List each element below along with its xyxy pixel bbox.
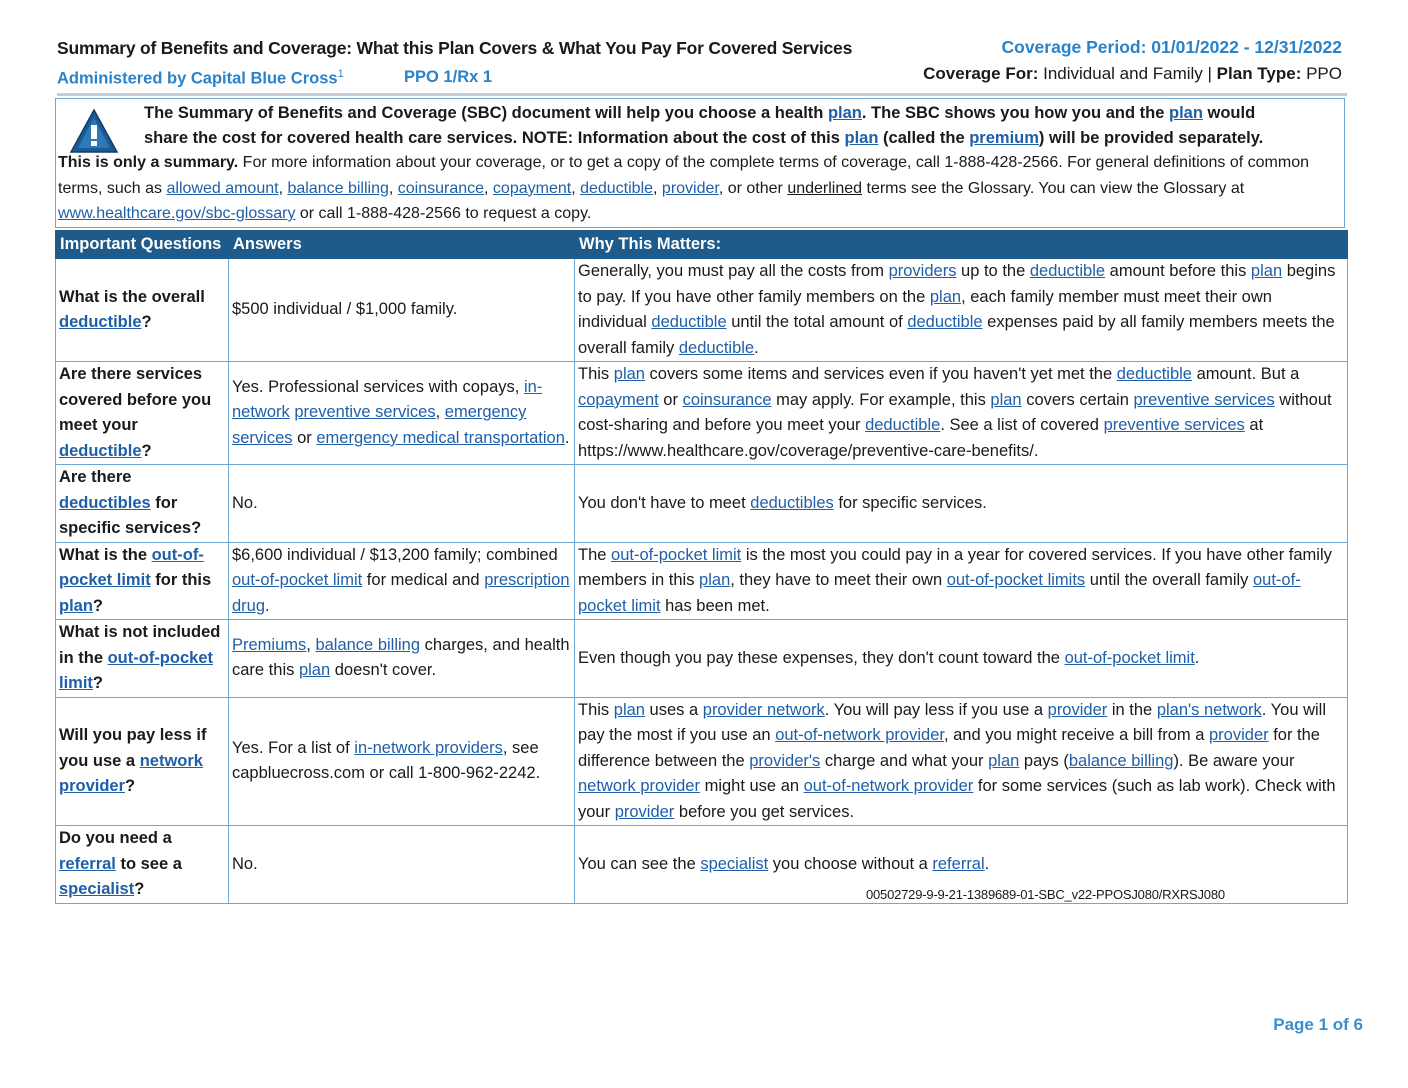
question-cell bbox=[56, 362, 229, 465]
referral-link[interactable]: referral bbox=[932, 854, 985, 873]
plan-link[interactable]: plan bbox=[298, 661, 331, 680]
balance-billing-link[interactable]: balance billing bbox=[287, 179, 389, 197]
separator: , bbox=[653, 179, 662, 197]
allowed-amount-link[interactable]: allowed amount bbox=[166, 179, 279, 197]
why-text: This bbox=[578, 700, 614, 719]
why-text: might use an bbox=[699, 777, 804, 795]
emergency-services-link[interactable]: emergency services bbox=[232, 403, 527, 447]
glossary-link[interactable]: www.healthcare.gov/sbc-glossary bbox=[58, 205, 296, 222]
question-cell bbox=[56, 542, 229, 620]
out-of-network-provider-link[interactable]: out-of-network provider bbox=[775, 726, 944, 744]
page-number: Page 1 of 6 bbox=[1273, 1015, 1363, 1034]
why-text: or bbox=[658, 390, 683, 409]
plan-link[interactable]: plan bbox=[929, 287, 962, 306]
question-cell bbox=[56, 465, 229, 543]
why-text: amount before this bbox=[1105, 262, 1251, 280]
deductible-link[interactable]: deductible bbox=[678, 338, 755, 357]
plans-network-link[interactable]: plan's network bbox=[1156, 700, 1262, 719]
referral-link[interactable]: referral bbox=[59, 854, 116, 873]
plan-link[interactable]: plan bbox=[613, 700, 645, 719]
copayment-link[interactable]: copayment bbox=[492, 179, 572, 197]
provider-link[interactable]: provider bbox=[614, 802, 675, 821]
out-of-pocket-limit-link[interactable]: out-of-pocket limit bbox=[232, 571, 363, 589]
why-text: up to the bbox=[956, 262, 1030, 280]
preventive-services-link[interactable]: preventive services bbox=[1133, 390, 1275, 409]
question-text: ? bbox=[141, 313, 152, 331]
answer-text: . bbox=[265, 596, 270, 615]
why-text: The bbox=[578, 545, 612, 564]
out-of-pocket-limits-link[interactable]: out-of-pocket limits bbox=[946, 571, 1086, 589]
providers-link[interactable]: providers bbox=[888, 262, 957, 280]
why-cell bbox=[575, 259, 1348, 362]
premiums-link[interactable]: Premiums bbox=[232, 635, 307, 654]
specialist-link[interactable]: specialist bbox=[700, 854, 769, 873]
answer-text: , bbox=[435, 403, 445, 422]
answer-cell bbox=[229, 542, 575, 620]
question-cell bbox=[56, 697, 229, 826]
deductibles-link[interactable]: deductibles bbox=[59, 493, 151, 512]
question-text: to see a bbox=[115, 854, 182, 873]
deductible-link[interactable]: deductible bbox=[651, 313, 727, 331]
question-cell bbox=[56, 259, 229, 362]
question-text: for specific services? bbox=[59, 493, 202, 537]
why-text: you choose without a bbox=[768, 854, 933, 873]
deductibles-link[interactable]: deductibles bbox=[750, 493, 834, 512]
preventive-services-link[interactable]: preventive services bbox=[1103, 416, 1245, 434]
answer-cell bbox=[229, 697, 575, 826]
document-id: 00502729-9-9-21-1389689-01-SBC_v22-PPOSJ080/RXRSJ080 bbox=[866, 887, 1225, 902]
why-text: before you get services. bbox=[674, 802, 855, 821]
plan-link[interactable]: plan bbox=[990, 390, 1022, 409]
why-text: for specific services. bbox=[833, 493, 987, 512]
why-text: , and you might receive a bill from a bbox=[943, 726, 1209, 744]
coverage-for bbox=[923, 64, 1342, 84]
administered-by bbox=[57, 68, 344, 89]
why-text: . You will pay less if you use a bbox=[824, 700, 1048, 719]
out-of-pocket-limit-link[interactable]: out-of-pocket limit bbox=[1064, 648, 1195, 667]
plan-link[interactable]: plan bbox=[59, 596, 93, 615]
deductible-link[interactable]: deductible bbox=[865, 416, 941, 434]
notice-text: or call 1-888-428-2566 to request a copy. bbox=[295, 205, 592, 222]
question-text: ? bbox=[92, 596, 104, 615]
separator: , bbox=[388, 179, 398, 197]
answer-cell bbox=[229, 620, 575, 698]
plan-link[interactable]: plan bbox=[1168, 104, 1203, 122]
table-row bbox=[56, 362, 1348, 465]
answer-cell: No. bbox=[229, 826, 575, 904]
plan-link[interactable]: plan bbox=[1250, 262, 1283, 280]
deductible-link[interactable]: deductible bbox=[907, 313, 983, 331]
answer-text: Yes. Professional services with copays, bbox=[232, 377, 524, 396]
out-of-network-provider-link[interactable]: out-of-network provider bbox=[803, 777, 974, 795]
why-text: You don't have to meet bbox=[578, 493, 751, 512]
table-row bbox=[56, 542, 1348, 620]
notice-text: (called the bbox=[878, 129, 970, 147]
why-text: Generally, you must pay all the costs from bbox=[578, 262, 889, 280]
network-provider-link[interactable]: network provider bbox=[578, 777, 700, 795]
separator: , bbox=[571, 179, 581, 197]
document-title: Summary of Benefits and Coverage: What this Plan Covers & What You Pay For Covered Services bbox=[57, 38, 853, 58]
why-text: . bbox=[1194, 648, 1200, 667]
notice-text: would bbox=[1202, 104, 1256, 122]
why-text: charge and what your bbox=[820, 751, 989, 770]
why-text: . See a list of covered bbox=[940, 416, 1104, 434]
plan-name: PPO 1/Rx 1 bbox=[404, 68, 493, 86]
why-text: without cost-sharing and before you meet your bbox=[578, 390, 1332, 434]
answer-cell: No. bbox=[229, 465, 575, 543]
question-text: What is not included in the bbox=[59, 623, 221, 667]
provider-link[interactable]: provider bbox=[1047, 700, 1108, 719]
header-divider bbox=[57, 93, 1347, 96]
why-cell bbox=[575, 697, 1348, 826]
footnote-marker: 1 bbox=[337, 68, 344, 80]
summary-lead: This is only a summary. bbox=[58, 154, 239, 171]
balance-billing-link[interactable]: balance billing bbox=[315, 635, 421, 654]
sbc-notice-box bbox=[55, 98, 1345, 228]
provider-network-link[interactable]: provider network bbox=[702, 700, 825, 719]
question-text: ? bbox=[92, 674, 104, 692]
why-text: uses a bbox=[644, 700, 703, 719]
in-network-providers-link[interactable]: in-network providers bbox=[354, 738, 503, 757]
network-provider-link[interactable]: network provider bbox=[59, 751, 203, 795]
why-text: begins to pay. If you have other family members on the bbox=[578, 262, 1336, 306]
why-text: ). Be aware your bbox=[1173, 751, 1295, 770]
why-text: until the overall family bbox=[1085, 571, 1253, 589]
coinsurance-link[interactable]: coinsurance bbox=[682, 390, 772, 409]
why-text: . bbox=[754, 338, 759, 357]
why-text: in the bbox=[1107, 700, 1157, 719]
answer-text: , bbox=[306, 635, 316, 654]
separator: , bbox=[484, 179, 493, 197]
why-text: covers certain bbox=[1021, 390, 1134, 409]
table-header-row bbox=[56, 231, 1348, 259]
question-text: Are there services covered before you meet your bbox=[59, 365, 212, 434]
prescription-drug-link[interactable]: prescription drug bbox=[232, 571, 570, 615]
deductible-link[interactable]: deductible bbox=[1116, 365, 1192, 383]
in-network-link[interactable]: in-network bbox=[232, 377, 543, 422]
why-cell bbox=[575, 620, 1348, 698]
why-text: for some services (such as lab work). Check with your bbox=[578, 777, 1336, 821]
notice-text: ) will be provided separately. bbox=[1038, 129, 1264, 147]
underlined-word: underlined bbox=[787, 179, 863, 197]
copayment-link[interactable]: copayment bbox=[578, 390, 659, 409]
balance-billing-link[interactable]: balance billing bbox=[1068, 751, 1174, 770]
administered-by-text: Administered by Capital Blue Cross bbox=[57, 69, 338, 88]
specialist-link[interactable]: specialist bbox=[59, 880, 135, 898]
table-row bbox=[56, 259, 1348, 362]
why-text: You can see the bbox=[578, 854, 701, 873]
why-text: covers some items and services even if you haven't yet met the bbox=[644, 365, 1117, 383]
coinsurance-link[interactable]: coinsurance bbox=[397, 179, 485, 197]
emergency-transport-link[interactable]: emergency medical transportation bbox=[316, 428, 565, 447]
premium-link[interactable]: premium bbox=[969, 129, 1039, 147]
table-row bbox=[56, 697, 1348, 826]
plan-link[interactable]: plan bbox=[844, 129, 879, 147]
why-cell bbox=[575, 542, 1348, 620]
answer-text: , see capbluecross.com or call 1-800-962-2242. bbox=[232, 738, 541, 783]
notice-text: share the cost for covered health care services. NOTE: Information about the cost of this bbox=[144, 129, 845, 147]
separator: , bbox=[278, 179, 288, 197]
why-text: amount. But a bbox=[1191, 365, 1300, 383]
plan-link[interactable]: plan bbox=[699, 571, 731, 589]
answer-cell: $500 individual / $1,000 family. bbox=[229, 259, 575, 362]
question-text: Will you pay less if you use a bbox=[59, 726, 207, 770]
why-text: has been met. bbox=[660, 596, 770, 615]
answer-text: $6,600 individual / $13,200 family; combined bbox=[232, 545, 558, 564]
why-text: Even though you pay these expenses, they don't count toward the bbox=[578, 648, 1065, 667]
col-header-answers: Answers bbox=[229, 231, 575, 259]
notice-line-2 bbox=[144, 126, 1263, 152]
out-of-pocket-limit-link[interactable]: out-of-pocket limit bbox=[59, 545, 204, 589]
preventive-services-link[interactable]: preventive services bbox=[294, 403, 436, 422]
why-text: . You will pay the most if you use an bbox=[578, 700, 1326, 744]
col-header-why: Why This Matters: bbox=[575, 231, 1348, 259]
question-text: ? bbox=[134, 880, 145, 898]
why-text: pays ( bbox=[1019, 751, 1069, 770]
answer-text: Yes. For a list of bbox=[232, 738, 355, 757]
out-of-pocket-limit-link[interactable]: out-of-pocket limit bbox=[578, 571, 1301, 615]
warning-triangle-icon bbox=[69, 108, 119, 154]
answer-text: or bbox=[292, 428, 317, 447]
why-text: , each family member must meet their own individual bbox=[578, 287, 1272, 331]
why-text: This bbox=[578, 365, 614, 383]
question-text: What is the bbox=[59, 545, 152, 564]
notice-text: . The SBC shows you how you and the bbox=[861, 104, 1169, 122]
coverage-for-label: Coverage For: bbox=[923, 64, 1039, 83]
plan-type-value: PPO bbox=[1301, 64, 1342, 83]
why-text: expenses paid by all family members meets the overall family bbox=[578, 313, 1335, 357]
question-text: ? bbox=[141, 441, 152, 460]
col-header-questions: Important Questions bbox=[56, 231, 229, 259]
notice-summary bbox=[58, 150, 1338, 227]
why-text: until the total amount of bbox=[726, 313, 908, 331]
why-text: . bbox=[984, 854, 990, 873]
why-cell bbox=[575, 465, 1348, 543]
deductible-link[interactable]: deductible bbox=[1029, 262, 1106, 280]
deductible-link[interactable]: deductible bbox=[59, 441, 142, 460]
question-text: What is the overall bbox=[59, 287, 205, 306]
answer-text: doesn't cover. bbox=[330, 661, 437, 680]
question-text: for this bbox=[150, 571, 212, 589]
deductible-link[interactable]: deductible bbox=[580, 179, 654, 197]
notice-text: The Summary of Benefits and Coverage (SBC) document will help you choose a health bbox=[144, 104, 828, 122]
question-cell bbox=[56, 826, 229, 904]
answer-text: . bbox=[564, 428, 570, 447]
question-cell bbox=[56, 620, 229, 698]
answer-cell bbox=[229, 362, 575, 465]
notice-text: For more information about your coverage, or to get a copy of the complete terms of coverage, call 1-888-428-2566. For general definitions of common terms, such as bbox=[58, 154, 1309, 197]
why-text: is the most you could pay in a year for covered services. If you have other family members in this bbox=[578, 545, 1332, 589]
plan-link[interactable]: plan bbox=[827, 104, 862, 122]
why-text: at https://www.healthcare.gov/coverage/preventive-care-benefits/. bbox=[578, 416, 1264, 460]
why-text: may apply. For example, this bbox=[771, 390, 991, 409]
out-of-pocket-limit-link[interactable]: out-of-pocket limit bbox=[611, 545, 742, 564]
question-text: Do you need a bbox=[59, 829, 172, 847]
provider-link[interactable]: provider bbox=[1209, 726, 1269, 744]
table-row bbox=[56, 620, 1348, 698]
answer-text: charges, and health care this bbox=[232, 635, 570, 680]
table-row bbox=[56, 465, 1348, 543]
notice-text: , or other bbox=[718, 179, 788, 197]
out-of-pocket-limit-link[interactable]: out-of-pocket limit bbox=[59, 648, 213, 692]
providers-link[interactable]: provider's bbox=[749, 751, 821, 770]
question-text: ? bbox=[125, 777, 136, 795]
question-text: Are there bbox=[59, 468, 132, 486]
answer-text: for medical and bbox=[362, 571, 485, 589]
provider-link[interactable]: provider bbox=[661, 179, 719, 197]
why-cell bbox=[575, 362, 1348, 465]
why-text: , they have to meet their own bbox=[730, 571, 947, 589]
why-text: for the difference between the bbox=[578, 726, 1320, 770]
plan-link[interactable]: plan bbox=[613, 365, 645, 383]
plan-link[interactable]: plan bbox=[988, 751, 1020, 770]
benefits-table bbox=[55, 230, 1348, 904]
coverage-period: Coverage Period: 01/01/2022 - 12/31/2022 bbox=[1001, 37, 1342, 57]
plan-type-label: Plan Type: bbox=[1216, 64, 1302, 83]
deductible-link[interactable]: deductible bbox=[59, 313, 142, 331]
notice-line-1 bbox=[144, 101, 1255, 127]
notice-text: terms see the Glossary. You can view the Glossary at bbox=[862, 179, 1245, 197]
coverage-for-value: Individual and Family | bbox=[1038, 64, 1217, 83]
